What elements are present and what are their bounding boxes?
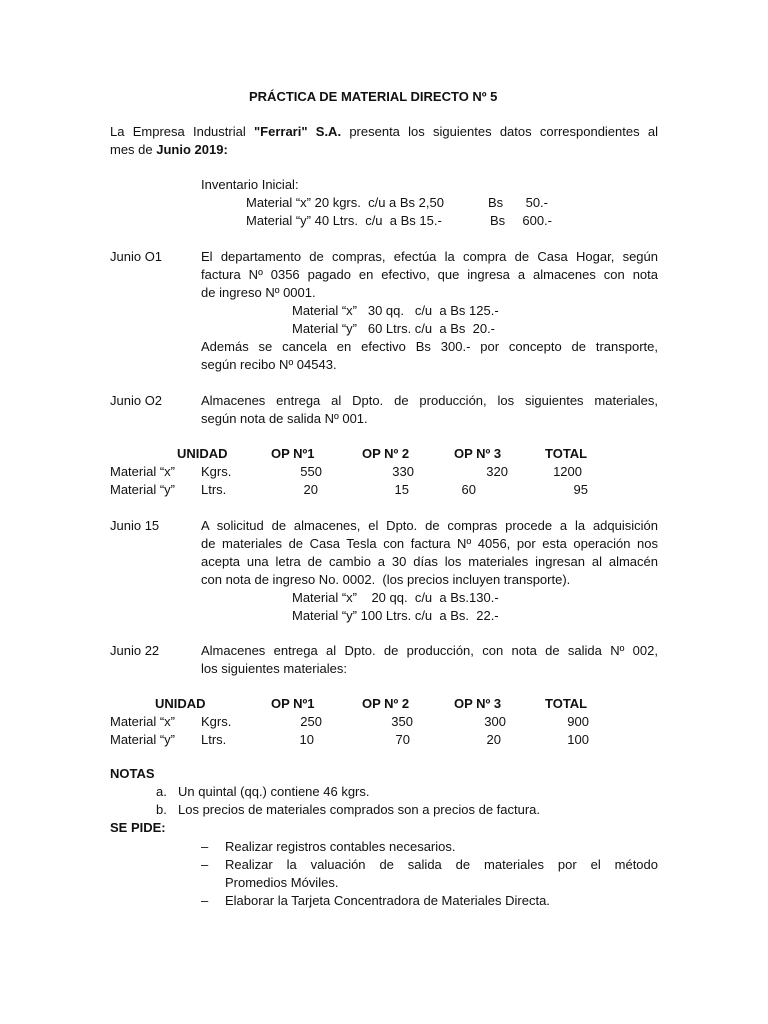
table-cell-op2: 330: [392, 464, 414, 479]
table-1-header-unidad: UNIDAD: [177, 446, 228, 461]
inventario-material-x: Material “x” 20 kgrs. c/u a Bs 2,50: [246, 195, 444, 210]
table-1-header-total: TOTAL: [545, 446, 588, 461]
list-item-continuation: Promedios Móviles.: [225, 875, 339, 890]
table-2-header-op2: OP Nº 2: [362, 696, 410, 711]
table-cell-total: 100: [567, 732, 589, 747]
list-item: Realizar registros contables necesarios.: [225, 839, 456, 854]
junio02-date: Junio O2: [110, 393, 163, 408]
table-2-header-op1: OP Nº1: [271, 696, 315, 711]
junio15-material-x: Material “x” 20 qq. c/u a Bs.130.-: [292, 590, 499, 605]
table-2-header-unidad: UNIDAD: [155, 696, 206, 711]
list-item-marker: a.: [156, 784, 167, 799]
table-cell-op2: 350: [391, 714, 413, 729]
junio01-line-3: de ingreso Nº 0001.: [201, 285, 316, 300]
list-item-marker: –: [201, 893, 209, 908]
table-row-unit: Ltrs.: [201, 732, 227, 747]
table-1-header-op1: OP Nº1: [271, 446, 315, 461]
table-cell-op2: 15: [394, 482, 409, 497]
table-cell-op1: 550: [300, 464, 322, 479]
table-row-label: Material “x”: [110, 714, 176, 729]
table-row-unit: Kgrs.: [201, 464, 232, 479]
list-item: Los precios de materiales comprados son a precios de factura.: [178, 802, 541, 817]
table-cell-total: 1200: [553, 464, 582, 479]
junio01-material-y: Material “y” 60 Ltrs. c/u a Bs 20.-: [292, 321, 496, 336]
inventario-amount-y: 600.-: [522, 213, 552, 228]
junio01-material-x: Material “x” 30 qq. c/u a Bs 125.-: [292, 303, 499, 318]
junio01-line-2: factura Nº 0356 pagado en efectivo, que ingresa a almacenes con nota: [201, 267, 658, 282]
intro-line-1: La Empresa Industrial "Ferrari" S.A. presenta los siguientes datos correspondientes al: [110, 124, 658, 139]
junio15-line-3: acepta una letra de cambio a 30 días los materiales ingresan al almacén: [201, 554, 658, 569]
junio15-material-y: Material “y” 100 Ltrs. c/u a Bs. 22.-: [292, 608, 499, 623]
junio22-line-1: Almacenes entrega al Dpto. de producción, con nota de salida Nº 002,: [201, 643, 658, 658]
inventario-bs-x: Bs: [488, 195, 504, 210]
notas-heading: NOTAS: [110, 766, 155, 781]
table-cell-total: 900: [567, 714, 589, 729]
table-cell-op3: 20: [486, 732, 501, 747]
page-title: PRÁCTICA DE MATERIAL DIRECTO Nº 5: [249, 89, 498, 104]
table-row-unit: Kgrs.: [201, 714, 232, 729]
table-2-header-op3: OP Nº 3: [454, 696, 502, 711]
junio22-line-2: los siguientes materiales:: [201, 661, 347, 676]
inventario-heading: Inventario Inicial:: [201, 177, 299, 192]
junio15-line-2: de materiales de Casa Tesla con factura Nº 4056, por esta operación nos: [201, 536, 658, 551]
inventario-bs-y: Bs: [490, 213, 506, 228]
list-item: Realizar la valuación de salida de materiales por el método: [225, 857, 658, 872]
table-row-unit: Ltrs.: [201, 482, 227, 497]
table-cell-op1: 20: [303, 482, 318, 497]
inventario-amount-x: 50.-: [525, 195, 548, 210]
table-cell-op1: 250: [300, 714, 322, 729]
table-cell-op2: 70: [395, 732, 410, 747]
list-item: Elaborar la Tarjeta Concentradora de Materiales Directa.: [225, 893, 550, 908]
junio02-line-2: según nota de salida Nº 001.: [201, 411, 368, 426]
junio01-line-5: según recibo Nº 04543.: [201, 357, 337, 372]
intro-line-2: mes de Junio 2019:: [110, 142, 228, 157]
list-item-marker: b.: [156, 802, 167, 817]
junio22-date: Junio 22: [110, 643, 160, 658]
company-name: "Ferrari" S.A.: [254, 124, 342, 139]
junio15-date: Junio 15: [110, 518, 160, 533]
table-row-label: Material “y”: [110, 732, 176, 747]
table-1-header-op2: OP Nº 2: [362, 446, 410, 461]
junio01-line-4: Además se cancela en efectivo Bs 300.- por concepto de transporte,: [201, 339, 658, 354]
table-cell-op3: 300: [484, 714, 506, 729]
table-cell-op1: 10: [299, 732, 314, 747]
junio01-line-1: El departamento de compras, efectúa la compra de Casa Hogar, según: [201, 249, 658, 264]
se-pide-heading: SE PIDE:: [110, 820, 166, 835]
junio15-line-4: con nota de ingreso No. 0002. (los precios incluyen transporte).: [201, 572, 571, 587]
table-row-label: Material “y”: [110, 482, 176, 497]
list-item-marker: –: [201, 857, 209, 872]
inventario-material-y: Material “y” 40 Ltrs. c/u a Bs 15.-: [246, 213, 442, 228]
table-1-header-op3: OP Nº 3: [454, 446, 502, 461]
junio01-date: Junio O1: [110, 249, 163, 264]
table-2-header-total: TOTAL: [545, 696, 588, 711]
table-cell-total: 95: [573, 482, 588, 497]
table-row-label: Material “x”: [110, 464, 176, 479]
junio15-line-1: A solicitud de almacenes, el Dpto. de compras procede a la adquisición: [201, 518, 658, 533]
junio02-line-1: Almacenes entrega al Dpto. de producción, los siguientes materiales,: [201, 393, 658, 408]
list-item-marker: –: [201, 839, 209, 854]
table-cell-op3: 320: [486, 464, 508, 479]
table-cell-op3: 60: [461, 482, 476, 497]
list-item: Un quintal (qq.) contiene 46 kgrs.: [178, 784, 370, 799]
